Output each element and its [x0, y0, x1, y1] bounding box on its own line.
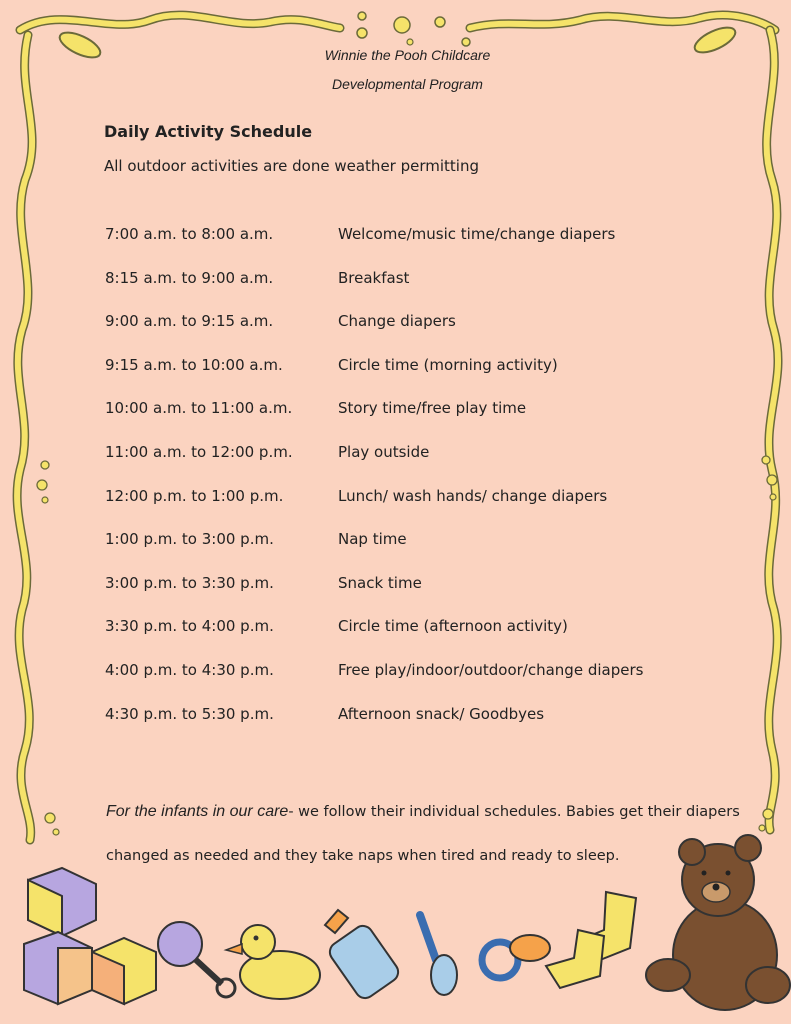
row-time: 4:00 p.m. to 4:30 p.m. — [105, 660, 274, 679]
row-activity: Breakfast — [338, 268, 410, 287]
row-activity: Nap time — [338, 530, 407, 549]
pacifier-icon — [482, 935, 550, 978]
row-time: 4:30 p.m. to 5:30 p.m. — [105, 704, 274, 723]
program-name: Developmental Program — [332, 76, 483, 92]
baby-socks-icon — [546, 892, 636, 988]
row-time: 3:00 p.m. to 3:30 p.m. — [105, 573, 274, 592]
row-activity: Afternoon snack/ Goodbyes — [338, 704, 545, 723]
rattle-icon — [158, 922, 235, 997]
row-time: 9:15 a.m. to 10:00 a.m. — [105, 355, 283, 374]
row-activity: Free play/indoor/outdoor/change diapers — [338, 660, 644, 679]
footnote-lead: For the infants in our care — [106, 803, 289, 820]
row-time: 7:00 a.m. to 8:00 a.m. — [105, 225, 274, 243]
row-activity: Story time/free play time — [338, 399, 527, 418]
row-activity: Circle time (morning activity) — [338, 355, 558, 374]
row-activity: Circle time (afternoon activity) — [338, 617, 568, 636]
schedule-note: All outdoor activities are done weather permitting — [104, 157, 479, 175]
row-time: 3:30 p.m. to 4:00 p.m. — [105, 617, 274, 636]
row-time: 12:00 p.m. to 1:00 p.m. — [105, 486, 284, 505]
row-time: 1:00 p.m. to 3:00 p.m. — [105, 530, 274, 549]
rubber-duck-icon — [226, 925, 320, 999]
row-activity: Change diapers — [338, 312, 456, 331]
row-activity: Lunch/ wash hands/ change diapers — [338, 486, 608, 505]
footnote-text: - we follow their individual schedules. Babies get their diapers changed as needed and they take naps when tired and ready to sleep. — [106, 804, 740, 864]
row-time: 10:00 a.m. to 11:00 a.m. — [105, 399, 293, 418]
blocks-icon — [24, 868, 156, 1004]
schedule-title: Daily Activity Schedule — [104, 122, 313, 141]
row-activity: Welcome/music time/change diapers — [338, 225, 616, 243]
row-activity: Snack time — [338, 573, 422, 592]
spoon-icon — [420, 915, 457, 995]
row-time: 9:00 a.m. to 9:15 a.m. — [105, 312, 274, 331]
org-name: Winnie the Pooh Childcare — [324, 47, 491, 63]
teddy-bear-icon — [646, 835, 790, 1010]
row-time: 8:15 a.m. to 9:00 a.m. — [105, 268, 274, 287]
row-time: 11:00 a.m. to 12:00 p.m. — [105, 442, 293, 461]
row-activity: Play outside — [338, 442, 430, 461]
baby-bottle-icon — [325, 910, 402, 1002]
